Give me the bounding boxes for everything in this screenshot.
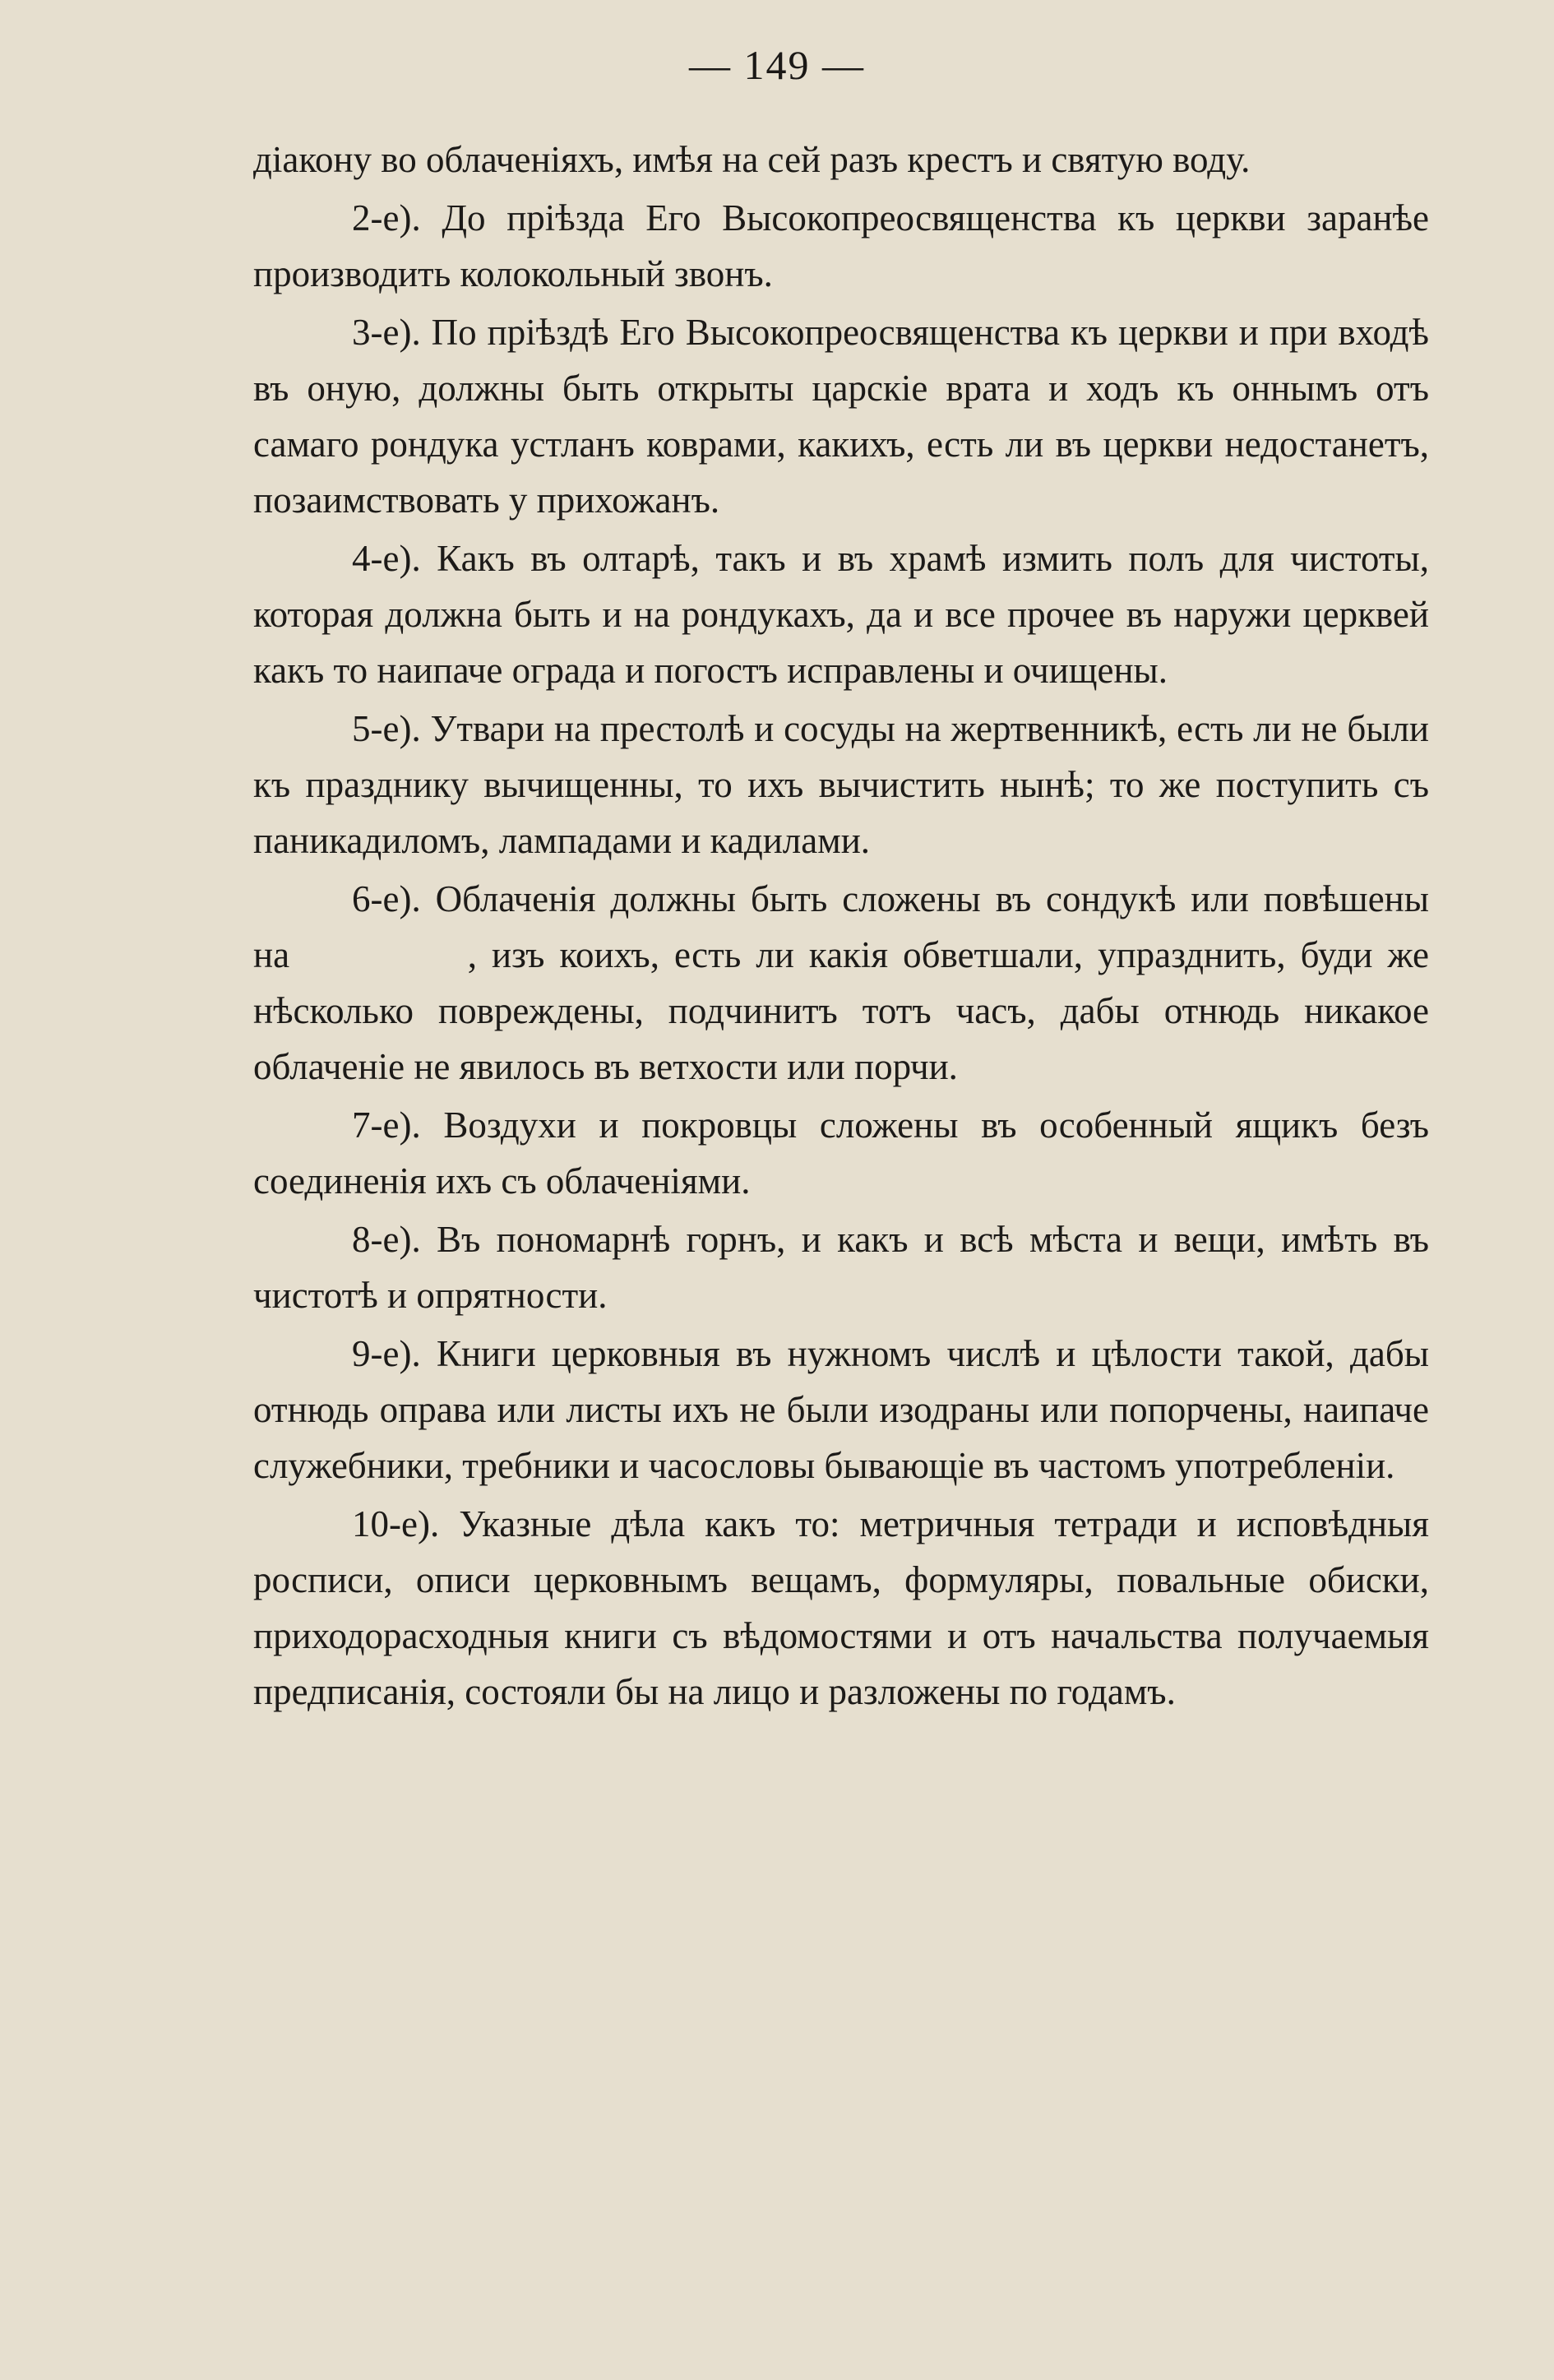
paragraph-item-5: 5-е). Утвари на престолѣ и сосуды на жертвенникѣ, есть ли не были къ празднику вычищенны, то ихъ вычистить нынѣ; то же поступить съ паникадиломъ, лампадами и кадилами. [253,708,1429,861]
paragraph-item-9: 9-е). Книги церковныя въ нужномъ числѣ и цѣлости такой, дабы отнюдь оправа или листы ихъ не были изодраны или попорчены, наипаче служебники, требники и часословы бывающіе въ частомъ употребленіи. [253,1333,1429,1486]
paragraph-item-8: 8-е). Въ пономарнѣ горнъ, и какъ и всѣ мѣста и вещи, имѣть въ чистотѣ и опрятности. [253,1219,1429,1316]
paragraph-item-7: 7-е). Воздухи и покровцы сложены въ особенный ящикъ безъ соединенія ихъ съ облаченіями. [253,1104,1429,1202]
page-number: — 149 — [689,42,865,88]
paragraph-item-2: 2-е). До пріѣзда Его Высокопреосвященства къ церкви заранѣе производить колокольный звонъ. [253,197,1429,294]
paragraph-continuation: діакону во облаченіяхъ, имѣя на сей разъ крестъ и святую воду. [253,139,1251,180]
paragraph-item-6: 6-е). Облаченія должны быть сложены въ сондукѣ или повѣшены на , изъ коихъ, есть ли какія обветшали, упразднить, буди же нѣсколько повреждены, подчинитъ тотъ часъ, дабы отнюдь никакое облаченіе не явилось въ ветхости или порчи. [253,878,1439,1087]
page-body-text [253,132,1439,1722]
paragraph-item-3: 3-е). По пріѣздѣ Его Высокопреосвященства къ церкви и при входѣ въ оную, должны быть открыты царскіе врата и ходъ къ оннымъ отъ самаго рондука устланъ коврами, какихъ, есть ли въ церкви недостанетъ, позаимствовать у прихожанъ. [253,312,1429,521]
paragraph-item-10: 10-е). Указные дѣла какъ то: метричныя тетради и исповѣдныя росписи, описи церковнымъ вещамъ, формуляры, повальные обиски, приходорасходныя книги съ вѣдомостями и отъ начальства получаемыя предписанія, состояли бы на лицо и разложены по годамъ. [253,1503,1429,1712]
paragraph-item-4: 4-е). Какъ въ олтарѣ, такъ и въ храмѣ измить полъ для чистоты, которая должна быть и на рондукахъ, да и все прочее въ наружи церквей какъ то наипаче ограда и погостъ исправлены и очищены. [253,538,1429,691]
